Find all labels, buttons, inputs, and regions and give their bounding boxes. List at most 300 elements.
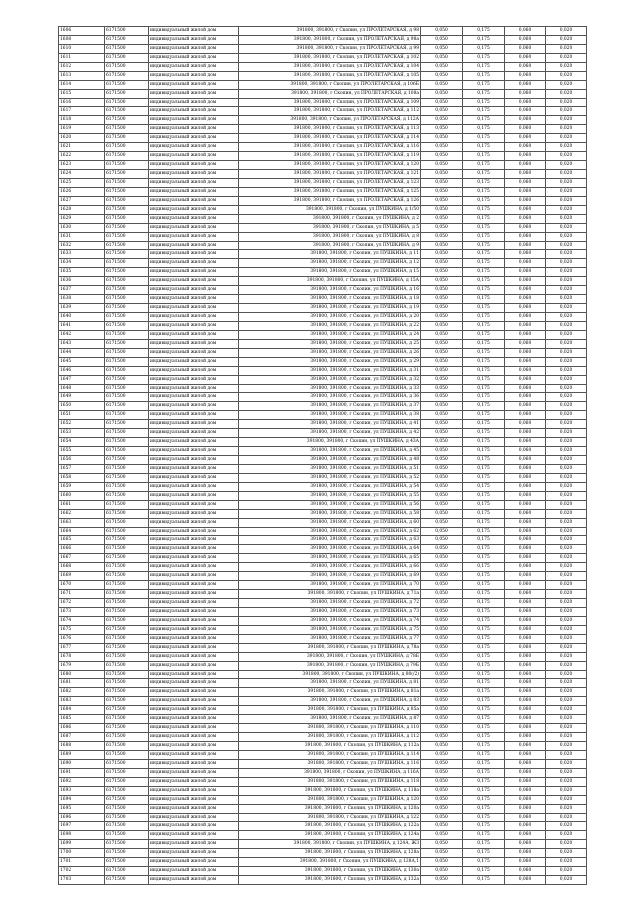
- table-row: [59, 330, 587, 339]
- value-3-cell: 0,060: [505, 527, 546, 536]
- table-row: [59, 482, 587, 491]
- address-cell: 391800, 391800, г Скопин, ул ПУШКИНА, д 128А,1: [239, 858, 421, 867]
- object-type-cell: индивидуальный жилой дом: [149, 420, 239, 429]
- value-1-cell: 0,050: [421, 313, 463, 322]
- value-2-cell: 0,175: [463, 330, 505, 339]
- value-4-cell: 0,020: [546, 170, 587, 179]
- code-cell: 6171500: [105, 170, 149, 179]
- value-2-cell: 0,175: [463, 187, 505, 196]
- address-cell: 391800, 391800, г Скопин, ул ПУШКИНА, д 80(/2): [239, 670, 421, 679]
- table-row: [59, 572, 587, 581]
- code-cell: 6171500: [105, 339, 149, 348]
- value-2-cell: 0,175: [463, 643, 505, 652]
- value-2-cell: 0,175: [463, 733, 505, 742]
- address-cell: 391800, 391800, г Скопин, ул ПРОЛЕТАРСКАЯ, д 112: [239, 107, 421, 116]
- value-1-cell: 0,050: [421, 527, 463, 536]
- object-type-cell: индивидуальный жилой дом: [149, 554, 239, 563]
- address-cell: 391800, 391800, г Скопин, ул ПУШКИНА, д 77: [239, 634, 421, 643]
- row-number-cell: 1629: [59, 214, 105, 223]
- value-2-cell: 0,175: [463, 679, 505, 688]
- value-1-cell: 0,050: [421, 697, 463, 706]
- code-cell: 6171500: [105, 27, 149, 36]
- object-type-cell: индивидуальный жилой дом: [149, 80, 239, 89]
- address-cell: 391800, 391800, г Скопин, ул ПРОЛЕТАРСКАЯ, д 125: [239, 187, 421, 196]
- value-2-cell: 0,175: [463, 545, 505, 554]
- value-1-cell: 0,050: [421, 214, 463, 223]
- value-2-cell: 0,175: [463, 518, 505, 527]
- code-cell: 6171500: [105, 456, 149, 465]
- value-3-cell: 0,060: [505, 742, 546, 751]
- object-type-cell: индивидуальный жилой дом: [149, 116, 239, 125]
- value-2-cell: 0,175: [463, 438, 505, 447]
- address-cell: 391800, 391800, г Скопин, ул ПУШКИНА, д 24: [239, 330, 421, 339]
- row-number-cell: 1660: [59, 491, 105, 500]
- value-3-cell: 0,060: [505, 616, 546, 625]
- row-number-cell: 1634: [59, 259, 105, 268]
- value-4-cell: 0,020: [546, 590, 587, 599]
- address-cell: 391800, 391800, г Скопин, ул ПУШКИНА, д 66: [239, 563, 421, 572]
- address-cell: 391800, 391800, г Скопин, ул ПУШКИНА, д 38: [239, 411, 421, 420]
- value-2-cell: 0,175: [463, 491, 505, 500]
- value-1-cell: 0,050: [421, 62, 463, 71]
- table-row: [59, 35, 587, 44]
- value-2-cell: 0,175: [463, 849, 505, 858]
- value-2-cell: 0,175: [463, 482, 505, 491]
- value-1-cell: 0,050: [421, 223, 463, 232]
- row-number-cell: 1694: [59, 795, 105, 804]
- object-type-cell: индивидуальный жилой дом: [149, 339, 239, 348]
- value-2-cell: 0,175: [463, 241, 505, 250]
- code-cell: 6171500: [105, 313, 149, 322]
- value-4-cell: 0,020: [546, 223, 587, 232]
- address-cell: 391800, 391800, г Скопин, ул ПРОЛЕТАРСКАЯ, д 116: [239, 143, 421, 152]
- value-2-cell: 0,175: [463, 670, 505, 679]
- value-2-cell: 0,175: [463, 161, 505, 170]
- value-2-cell: 0,175: [463, 759, 505, 768]
- object-type-cell: индивидуальный жилой дом: [149, 447, 239, 456]
- address-cell: 391800, 391800, г Скопин, ул ПУШКИНА, д 52: [239, 473, 421, 482]
- code-cell: 6171500: [105, 697, 149, 706]
- table-row: [59, 402, 587, 411]
- value-2-cell: 0,175: [463, 456, 505, 465]
- value-3-cell: 0,060: [505, 214, 546, 223]
- value-4-cell: 0,020: [546, 554, 587, 563]
- value-4-cell: 0,020: [546, 384, 587, 393]
- value-3-cell: 0,060: [505, 375, 546, 384]
- table-body: [59, 27, 587, 885]
- value-2-cell: 0,175: [463, 420, 505, 429]
- table-row: [59, 277, 587, 286]
- value-4-cell: 0,020: [546, 625, 587, 634]
- value-3-cell: 0,060: [505, 456, 546, 465]
- row-number-cell: 1661: [59, 500, 105, 509]
- value-2-cell: 0,175: [463, 44, 505, 53]
- value-1-cell: 0,050: [421, 348, 463, 357]
- value-1-cell: 0,050: [421, 777, 463, 786]
- value-2-cell: 0,175: [463, 581, 505, 590]
- object-type-cell: индивидуальный жилой дом: [149, 134, 239, 143]
- row-number-cell: 1647: [59, 375, 105, 384]
- code-cell: 6171500: [105, 116, 149, 125]
- code-cell: 6171500: [105, 152, 149, 161]
- object-type-cell: индивидуальный жилой дом: [149, 438, 239, 447]
- row-number-cell: 1612: [59, 62, 105, 71]
- value-1-cell: 0,050: [421, 277, 463, 286]
- object-type-cell: индивидуальный жилой дом: [149, 62, 239, 71]
- value-1-cell: 0,050: [421, 456, 463, 465]
- value-4-cell: 0,020: [546, 742, 587, 751]
- code-cell: 6171500: [105, 572, 149, 581]
- value-2-cell: 0,175: [463, 35, 505, 44]
- value-1-cell: 0,050: [421, 152, 463, 161]
- row-number-cell: 1638: [59, 295, 105, 304]
- row-number-cell: 1697: [59, 822, 105, 831]
- table-row: [59, 384, 587, 393]
- address-cell: 391800, 391800, г Скопин, ул ПУШКИНА, д 110: [239, 724, 421, 733]
- table-row: [59, 688, 587, 697]
- address-cell: 391800, 391800, г Скопин, ул ПУШКИНА, д 9: [239, 241, 421, 250]
- address-cell: 391800, 391800, г Скопин, ул ПУШКИНА, д 65: [239, 554, 421, 563]
- table-row: [59, 777, 587, 786]
- value-1-cell: 0,050: [421, 840, 463, 849]
- value-3-cell: 0,060: [505, 161, 546, 170]
- code-cell: 6171500: [105, 366, 149, 375]
- address-cell: 391800, 391800, г Скопин, ул ПУШКИНА, д 19: [239, 304, 421, 313]
- code-cell: 6171500: [105, 840, 149, 849]
- code-cell: 6171500: [105, 232, 149, 241]
- table-row: [59, 116, 587, 125]
- row-number-cell: 1626: [59, 187, 105, 196]
- value-4-cell: 0,020: [546, 196, 587, 205]
- object-type-cell: индивидуальный жилой дом: [149, 348, 239, 357]
- object-type-cell: индивидуальный жилой дом: [149, 509, 239, 518]
- table-row: [59, 643, 587, 652]
- value-4-cell: 0,020: [546, 867, 587, 876]
- table-row: [59, 420, 587, 429]
- address-cell: 391800, 391800, г Скопин, ул ПУШКИНА, д 124а: [239, 831, 421, 840]
- address-cell: 391800, 391800, г Скопин, ул ПУШКИНА, д 48: [239, 456, 421, 465]
- object-type-cell: индивидуальный жилой дом: [149, 178, 239, 187]
- row-number-cell: 1691: [59, 768, 105, 777]
- table-row: [59, 876, 587, 885]
- value-1-cell: 0,050: [421, 554, 463, 563]
- code-cell: 6171500: [105, 795, 149, 804]
- value-4-cell: 0,020: [546, 268, 587, 277]
- address-cell: 391800, 391800, г Скопин, ул ПУШКИНА, д 5: [239, 223, 421, 232]
- value-3-cell: 0,060: [505, 777, 546, 786]
- value-2-cell: 0,175: [463, 500, 505, 509]
- value-3-cell: 0,060: [505, 831, 546, 840]
- value-4-cell: 0,020: [546, 795, 587, 804]
- code-cell: 6171500: [105, 330, 149, 339]
- value-3-cell: 0,060: [505, 143, 546, 152]
- value-1-cell: 0,050: [421, 625, 463, 634]
- object-type-cell: индивидуальный жилой дом: [149, 759, 239, 768]
- address-cell: 391800, 391800, г Скопин, ул ПУШКИНА, д 70: [239, 581, 421, 590]
- object-type-cell: индивидуальный жилой дом: [149, 196, 239, 205]
- row-number-cell: 1657: [59, 464, 105, 473]
- table-row: [59, 411, 587, 420]
- value-3-cell: 0,060: [505, 822, 546, 831]
- value-1-cell: 0,050: [421, 473, 463, 482]
- value-2-cell: 0,175: [463, 777, 505, 786]
- object-type-cell: индивидуальный жилой дом: [149, 330, 239, 339]
- object-type-cell: индивидуальный жилой дом: [149, 321, 239, 330]
- address-cell: 391800, 391800, г Скопин, ул ПУШКИНА, д 51: [239, 464, 421, 473]
- value-1-cell: 0,050: [421, 464, 463, 473]
- value-3-cell: 0,060: [505, 625, 546, 634]
- code-cell: 6171500: [105, 62, 149, 71]
- row-number-cell: 1631: [59, 232, 105, 241]
- value-3-cell: 0,060: [505, 420, 546, 429]
- table-row: [59, 768, 587, 777]
- value-4-cell: 0,020: [546, 152, 587, 161]
- address-cell: 391800, 391800, г Скопин, ул ПУШКИНА, д 128а: [239, 849, 421, 858]
- value-3-cell: 0,060: [505, 876, 546, 885]
- value-3-cell: 0,060: [505, 518, 546, 527]
- row-number-cell: 1664: [59, 527, 105, 536]
- table-row: [59, 706, 587, 715]
- table-row: [59, 840, 587, 849]
- row-number-cell: 1640: [59, 313, 105, 322]
- object-type-cell: индивидуальный жилой дом: [149, 366, 239, 375]
- code-cell: 6171500: [105, 518, 149, 527]
- code-cell: 6171500: [105, 286, 149, 295]
- object-type-cell: индивидуальный жилой дом: [149, 688, 239, 697]
- table-row: [59, 750, 587, 759]
- value-1-cell: 0,050: [421, 205, 463, 214]
- table-row: [59, 456, 587, 465]
- row-number-cell: 1666: [59, 545, 105, 554]
- object-type-cell: индивидуальный жилой дом: [149, 652, 239, 661]
- object-type-cell: индивидуальный жилой дом: [149, 429, 239, 438]
- object-type-cell: индивидуальный жилой дом: [149, 214, 239, 223]
- value-3-cell: 0,060: [505, 634, 546, 643]
- value-2-cell: 0,175: [463, 134, 505, 143]
- row-number-cell: 1650: [59, 402, 105, 411]
- value-4-cell: 0,020: [546, 616, 587, 625]
- value-3-cell: 0,060: [505, 652, 546, 661]
- address-cell: 391800, 391800, г Скопин, ул ПУШКИНА, д 12: [239, 259, 421, 268]
- code-cell: 6171500: [105, 429, 149, 438]
- value-3-cell: 0,060: [505, 134, 546, 143]
- code-cell: 6171500: [105, 545, 149, 554]
- row-number-cell: 1615: [59, 89, 105, 98]
- object-type-cell: индивидуальный жилой дом: [149, 840, 239, 849]
- code-cell: 6171500: [105, 750, 149, 759]
- value-2-cell: 0,175: [463, 321, 505, 330]
- row-number-cell: 1656: [59, 456, 105, 465]
- value-1-cell: 0,050: [421, 134, 463, 143]
- row-number-cell: 1674: [59, 616, 105, 625]
- address-cell: 391800, 391800, г Скопин, ул ПУШКИНА, д 124А, ЖЗ: [239, 840, 421, 849]
- address-cell: 391800, 391800, г Скопин, ул ПУШКИНА, д 18: [239, 295, 421, 304]
- value-4-cell: 0,020: [546, 62, 587, 71]
- row-number-cell: 1644: [59, 348, 105, 357]
- row-number-cell: 1701: [59, 858, 105, 867]
- row-number-cell: 1646: [59, 366, 105, 375]
- value-1-cell: 0,050: [421, 27, 463, 36]
- value-2-cell: 0,175: [463, 429, 505, 438]
- address-cell: 391800, 391800, г Скопин, ул ПРОЛЕТАРСКАЯ, д 105: [239, 71, 421, 80]
- row-number-cell: 1678: [59, 652, 105, 661]
- object-type-cell: индивидуальный жилой дом: [149, 375, 239, 384]
- value-1-cell: 0,050: [421, 295, 463, 304]
- table-row: [59, 27, 587, 36]
- value-2-cell: 0,175: [463, 804, 505, 813]
- value-1-cell: 0,050: [421, 581, 463, 590]
- value-4-cell: 0,020: [546, 643, 587, 652]
- value-2-cell: 0,175: [463, 464, 505, 473]
- table-row: [59, 786, 587, 795]
- value-1-cell: 0,050: [421, 259, 463, 268]
- table-row: [59, 652, 587, 661]
- table-row: [59, 205, 587, 214]
- value-3-cell: 0,060: [505, 268, 546, 277]
- object-type-cell: индивидуальный жилой дом: [149, 849, 239, 858]
- value-1-cell: 0,050: [421, 706, 463, 715]
- value-4-cell: 0,020: [546, 178, 587, 187]
- row-number-cell: 1639: [59, 304, 105, 313]
- address-cell: 391800, 391800, г Скопин, ул ПРОЛЕТАРСКАЯ, д 126: [239, 196, 421, 205]
- object-type-cell: индивидуальный жилой дом: [149, 98, 239, 107]
- address-cell: 391800, 391800, г Скопин, ул ПУШКИНА, д 56: [239, 500, 421, 509]
- value-3-cell: 0,060: [505, 53, 546, 62]
- object-type-cell: индивидуальный жилой дом: [149, 482, 239, 491]
- code-cell: 6171500: [105, 527, 149, 536]
- address-cell: 391800, 391800, г Скопин, ул ПУШКИНА, д 25: [239, 339, 421, 348]
- table-row: [59, 393, 587, 402]
- object-type-cell: индивидуальный жилой дом: [149, 170, 239, 179]
- value-2-cell: 0,175: [463, 366, 505, 375]
- value-3-cell: 0,060: [505, 509, 546, 518]
- value-3-cell: 0,060: [505, 107, 546, 116]
- value-1-cell: 0,050: [421, 733, 463, 742]
- address-cell: 391800, 391800, г Скопин, ул ПУШКИНА, д 120: [239, 795, 421, 804]
- object-type-cell: индивидуальный жилой дом: [149, 143, 239, 152]
- address-cell: 391800, 391800, г Скопин, ул ПУШКИНА, д 112: [239, 733, 421, 742]
- value-1-cell: 0,050: [421, 80, 463, 89]
- value-4-cell: 0,020: [546, 840, 587, 849]
- table-row: [59, 607, 587, 616]
- row-number-cell: 1632: [59, 241, 105, 250]
- value-3-cell: 0,060: [505, 429, 546, 438]
- value-3-cell: 0,060: [505, 733, 546, 742]
- object-type-cell: индивидуальный жилой дом: [149, 670, 239, 679]
- table-row: [59, 375, 587, 384]
- row-number-cell: 1635: [59, 268, 105, 277]
- table-row: [59, 616, 587, 625]
- table-row: [59, 71, 587, 80]
- address-cell: 391800, 391800, г Скопин, ул ПУШКИНА, д 11: [239, 250, 421, 259]
- address-cell: 391800, 391800, г Скопин, ул ПРОЛЕТАРСКАЯ, д 121: [239, 170, 421, 179]
- table-row: [59, 232, 587, 241]
- code-cell: 6171500: [105, 554, 149, 563]
- value-2-cell: 0,175: [463, 357, 505, 366]
- address-cell: 391800, 391800, г Скопин, ул ПУШКИНА, д 15А: [239, 277, 421, 286]
- value-1-cell: 0,050: [421, 536, 463, 545]
- value-1-cell: 0,050: [421, 518, 463, 527]
- address-cell: 391800, 391800, г Скопин, ул ПУШКИНА, д 1/50: [239, 205, 421, 214]
- value-2-cell: 0,175: [463, 205, 505, 214]
- table-row: [59, 500, 587, 509]
- table-row: [59, 304, 587, 313]
- value-4-cell: 0,020: [546, 366, 587, 375]
- table-row: [59, 321, 587, 330]
- address-cell: 391800, 391800, г Скопин, ул ПУШКИНА, д 122: [239, 813, 421, 822]
- code-cell: 6171500: [105, 420, 149, 429]
- address-cell: 391800, 391800, г Скопин, ул ПУШКИНА, д 26: [239, 348, 421, 357]
- table-row: [59, 170, 587, 179]
- table-row: [59, 625, 587, 634]
- value-1-cell: 0,050: [421, 161, 463, 170]
- value-3-cell: 0,060: [505, 277, 546, 286]
- code-cell: 6171500: [105, 733, 149, 742]
- value-4-cell: 0,020: [546, 536, 587, 545]
- table-row: [59, 634, 587, 643]
- value-4-cell: 0,020: [546, 232, 587, 241]
- code-cell: 6171500: [105, 777, 149, 786]
- value-3-cell: 0,060: [505, 98, 546, 107]
- row-number-cell: 1677: [59, 643, 105, 652]
- address-cell: 391800, 391800, г Скопин, ул ПРОЛЕТАРСКАЯ, д 114: [239, 134, 421, 143]
- object-type-cell: индивидуальный жилой дом: [149, 715, 239, 724]
- value-4-cell: 0,020: [546, 286, 587, 295]
- document-sheet: [58, 26, 586, 885]
- row-number-cell: 1700: [59, 849, 105, 858]
- object-type-cell: индивидуальный жилой дом: [149, 44, 239, 53]
- value-4-cell: 0,020: [546, 849, 587, 858]
- row-number-cell: 1675: [59, 625, 105, 634]
- object-type-cell: индивидуальный жилой дом: [149, 71, 239, 80]
- code-cell: 6171500: [105, 643, 149, 652]
- value-2-cell: 0,175: [463, 768, 505, 777]
- value-4-cell: 0,020: [546, 733, 587, 742]
- value-1-cell: 0,050: [421, 661, 463, 670]
- address-cell: 391800, 391800, г Скопин, ул ПУШКИНА, д 55: [239, 491, 421, 500]
- value-4-cell: 0,020: [546, 876, 587, 885]
- row-number-cell: 1687: [59, 733, 105, 742]
- value-2-cell: 0,175: [463, 527, 505, 536]
- row-number-cell: 1608: [59, 35, 105, 44]
- row-number-cell: 1695: [59, 804, 105, 813]
- value-2-cell: 0,175: [463, 831, 505, 840]
- value-3-cell: 0,060: [505, 607, 546, 616]
- row-number-cell: 1652: [59, 420, 105, 429]
- value-1-cell: 0,050: [421, 250, 463, 259]
- value-4-cell: 0,020: [546, 679, 587, 688]
- address-cell: 391800, 391800, г Скопин, ул ПУШКИНА, д 29: [239, 357, 421, 366]
- value-1-cell: 0,050: [421, 742, 463, 751]
- object-type-cell: индивидуальный жилой дом: [149, 750, 239, 759]
- value-3-cell: 0,060: [505, 259, 546, 268]
- value-1-cell: 0,050: [421, 491, 463, 500]
- address-cell: 391800, 391800, г Скопин, ул ПУШКИНА, д 116А: [239, 768, 421, 777]
- value-1-cell: 0,050: [421, 804, 463, 813]
- address-cell: 391800, 391800, г Скопин, ул ПРОЛЕТАРСКАЯ, д 99: [239, 44, 421, 53]
- value-3-cell: 0,060: [505, 62, 546, 71]
- table-row: [59, 742, 587, 751]
- row-number-cell: 1611: [59, 53, 105, 62]
- value-4-cell: 0,020: [546, 321, 587, 330]
- code-cell: 6171500: [105, 688, 149, 697]
- value-3-cell: 0,060: [505, 545, 546, 554]
- value-4-cell: 0,020: [546, 71, 587, 80]
- value-1-cell: 0,050: [421, 652, 463, 661]
- value-1-cell: 0,050: [421, 125, 463, 134]
- object-type-cell: индивидуальный жилой дом: [149, 295, 239, 304]
- address-cell: 391800, 391800, г Скопин, ул ПРОЛЕТАРСКАЯ, д 104: [239, 62, 421, 71]
